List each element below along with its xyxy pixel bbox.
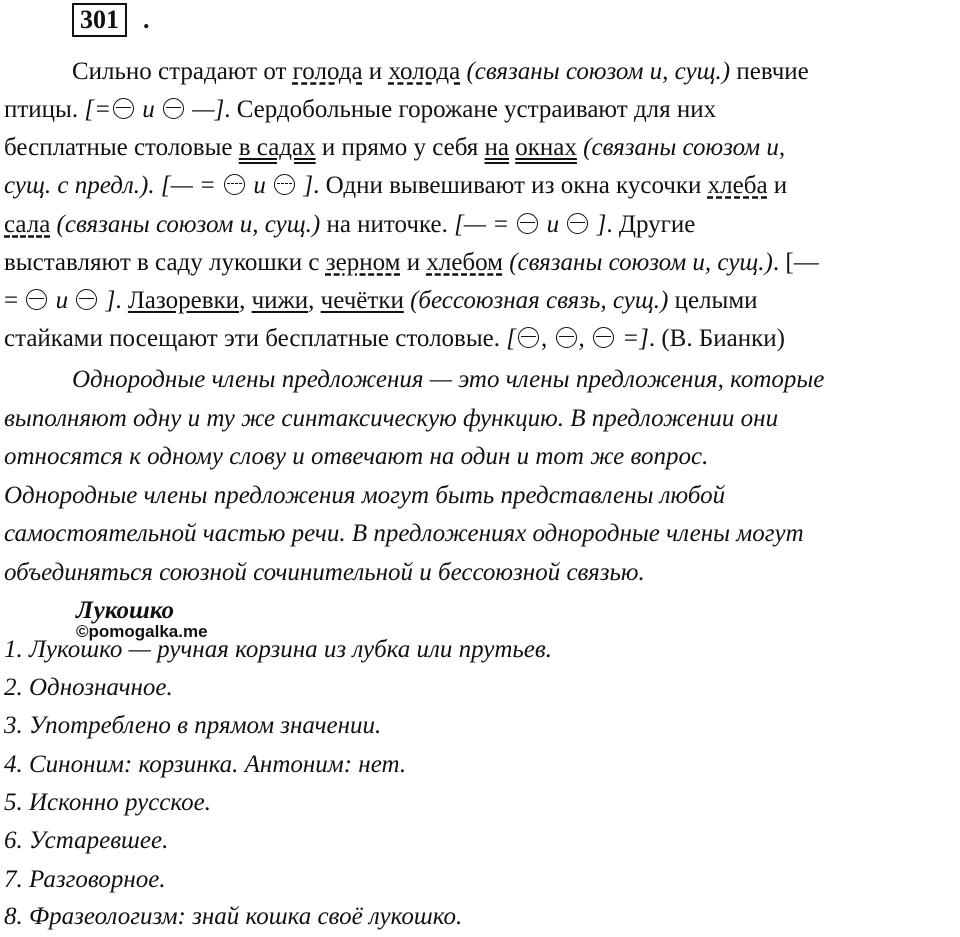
list-item: 4. Синоним: корзинка. Антоним: нет. [4, 751, 407, 778]
scheme-conjunction: и [247, 172, 273, 199]
scheme-separator: , [578, 325, 591, 352]
list-item: 1. Лукошко — ручная корзина из лубка или прутьев. [4, 636, 553, 663]
text: и [362, 58, 389, 85]
text-line-6 [4, 248, 819, 278]
list-item: 3. Употреблено в прямом значении. [4, 712, 382, 739]
circle-icon [26, 289, 47, 310]
scheme-separator: , [541, 325, 554, 352]
text: бесплатные столовые [4, 134, 239, 161]
text: птицы. [4, 96, 85, 123]
scheme-bracket: =] [616, 325, 649, 352]
dashed-circle-icon [224, 174, 245, 195]
text: выставляют в саду лукошки с [4, 249, 326, 276]
scheme-conjunction: и [49, 287, 75, 314]
circle-icon [76, 289, 97, 310]
scheme-conjunction: и [540, 211, 566, 238]
homogeneous-member: в садах [238, 134, 316, 161]
text: Сильно страдают от [72, 58, 293, 85]
word-heading: Лукошко [76, 597, 174, 624]
homogeneous-member: Лазоревки [127, 287, 240, 314]
text: и [767, 172, 788, 199]
homogeneous-member: окнах [515, 134, 577, 161]
homogeneous-member: хлебом [426, 249, 503, 276]
circle-icon [518, 327, 539, 348]
dashed-circle-icon [274, 174, 295, 195]
text: . [115, 287, 128, 314]
text: = [4, 287, 25, 314]
text-line-7 [4, 286, 758, 316]
text-line-2 [4, 95, 716, 125]
rule-line-2: выполняют одну и ту же синтаксическую функцию. В предложении они [4, 405, 779, 432]
text: . Одни вывешивают из окна кусочки [313, 172, 708, 199]
homogeneous-member: на [484, 134, 510, 161]
grammar-note: сущ. с предл.). [4, 172, 161, 199]
circle-icon [113, 98, 134, 119]
text: . Сердобольные горожане устраивают для них [224, 96, 717, 123]
scheme-bracket: —] [185, 96, 225, 123]
text-line-8 [4, 324, 785, 354]
rule-line-3: относятся к одному слову и отвечают на один и тот же вопрос. [4, 443, 709, 470]
list-item: 7. Разговорное. [4, 866, 166, 893]
text: , [239, 287, 252, 314]
homogeneous-member: чижи [251, 287, 309, 314]
homogeneous-member: зерном [325, 249, 401, 276]
list-item: 6. Устаревшее. [4, 827, 169, 854]
list-item: 5. Исконно русское. [4, 789, 211, 816]
exercise-number: 301 [72, 3, 127, 37]
text: . Другие [606, 211, 696, 238]
grammar-note: (связаны союзом и, сущ.) [50, 211, 327, 238]
text-line-1 [72, 57, 809, 87]
scheme-bracket: ] [590, 211, 607, 238]
scheme-conjunction: и [135, 96, 161, 123]
grammar-note: (связаны союзом и, сущ.) [460, 58, 737, 85]
text: на ниточке. [326, 211, 455, 238]
grammar-note: (бессоюзная связь, сущ.) [403, 287, 675, 314]
scheme-bracket: [— = [160, 172, 223, 199]
scheme-bracket: [= [84, 96, 111, 123]
list-item: 2. Однозначное. [4, 674, 173, 701]
scheme-bracket: [— = [454, 211, 516, 238]
scheme-bracket: [ [506, 325, 516, 352]
grammar-note: (связаны союзом и, [576, 134, 786, 161]
circle-icon [593, 327, 614, 348]
text: певчие [736, 58, 809, 85]
homogeneous-member: чечётки [320, 287, 404, 314]
homogeneous-member: голода [292, 58, 363, 85]
homogeneous-member: сала [4, 211, 51, 238]
rule-line-1: Однородные члены предложения — это члены предложения, которые [72, 366, 825, 393]
circle-icon [163, 98, 184, 119]
circle-icon [567, 213, 588, 234]
text-line-5 [4, 210, 695, 240]
homogeneous-member: хлеба [707, 172, 768, 199]
text: и [400, 249, 427, 276]
homogeneous-member: холода [388, 58, 461, 85]
text: стайками посещают эти бесплатные столовые. [4, 325, 507, 352]
rule-line-5: самостоятельной частью речи. В предложениях однородные члены могут [4, 520, 804, 547]
text: целыми [674, 287, 758, 314]
circle-icon [556, 327, 577, 348]
grammar-note: (связаны союзом и, сущ.) [502, 249, 773, 276]
text-line-3 [4, 133, 785, 163]
scheme-bracket: ] [99, 287, 116, 314]
list-item: 8. Фразеологизм: знай кошка своё лукошко. [4, 903, 463, 930]
text: . (В. Бианки) [648, 325, 785, 352]
scheme-bracket: ] [297, 172, 314, 199]
text: . [— [772, 249, 819, 276]
circle-icon [517, 213, 538, 234]
text: , [308, 287, 321, 314]
text-line-4 [4, 171, 787, 201]
text: и прямо у себя [315, 134, 485, 161]
rule-line-6: объединяться союзной сочинительной и бессоюзной связью. [4, 559, 645, 586]
watermark-label: ©pomogalka.me [76, 622, 208, 641]
exercise-number-dot: . [143, 5, 150, 34]
rule-line-4: Однородные члены предложения могут быть представлены любой [4, 482, 726, 509]
